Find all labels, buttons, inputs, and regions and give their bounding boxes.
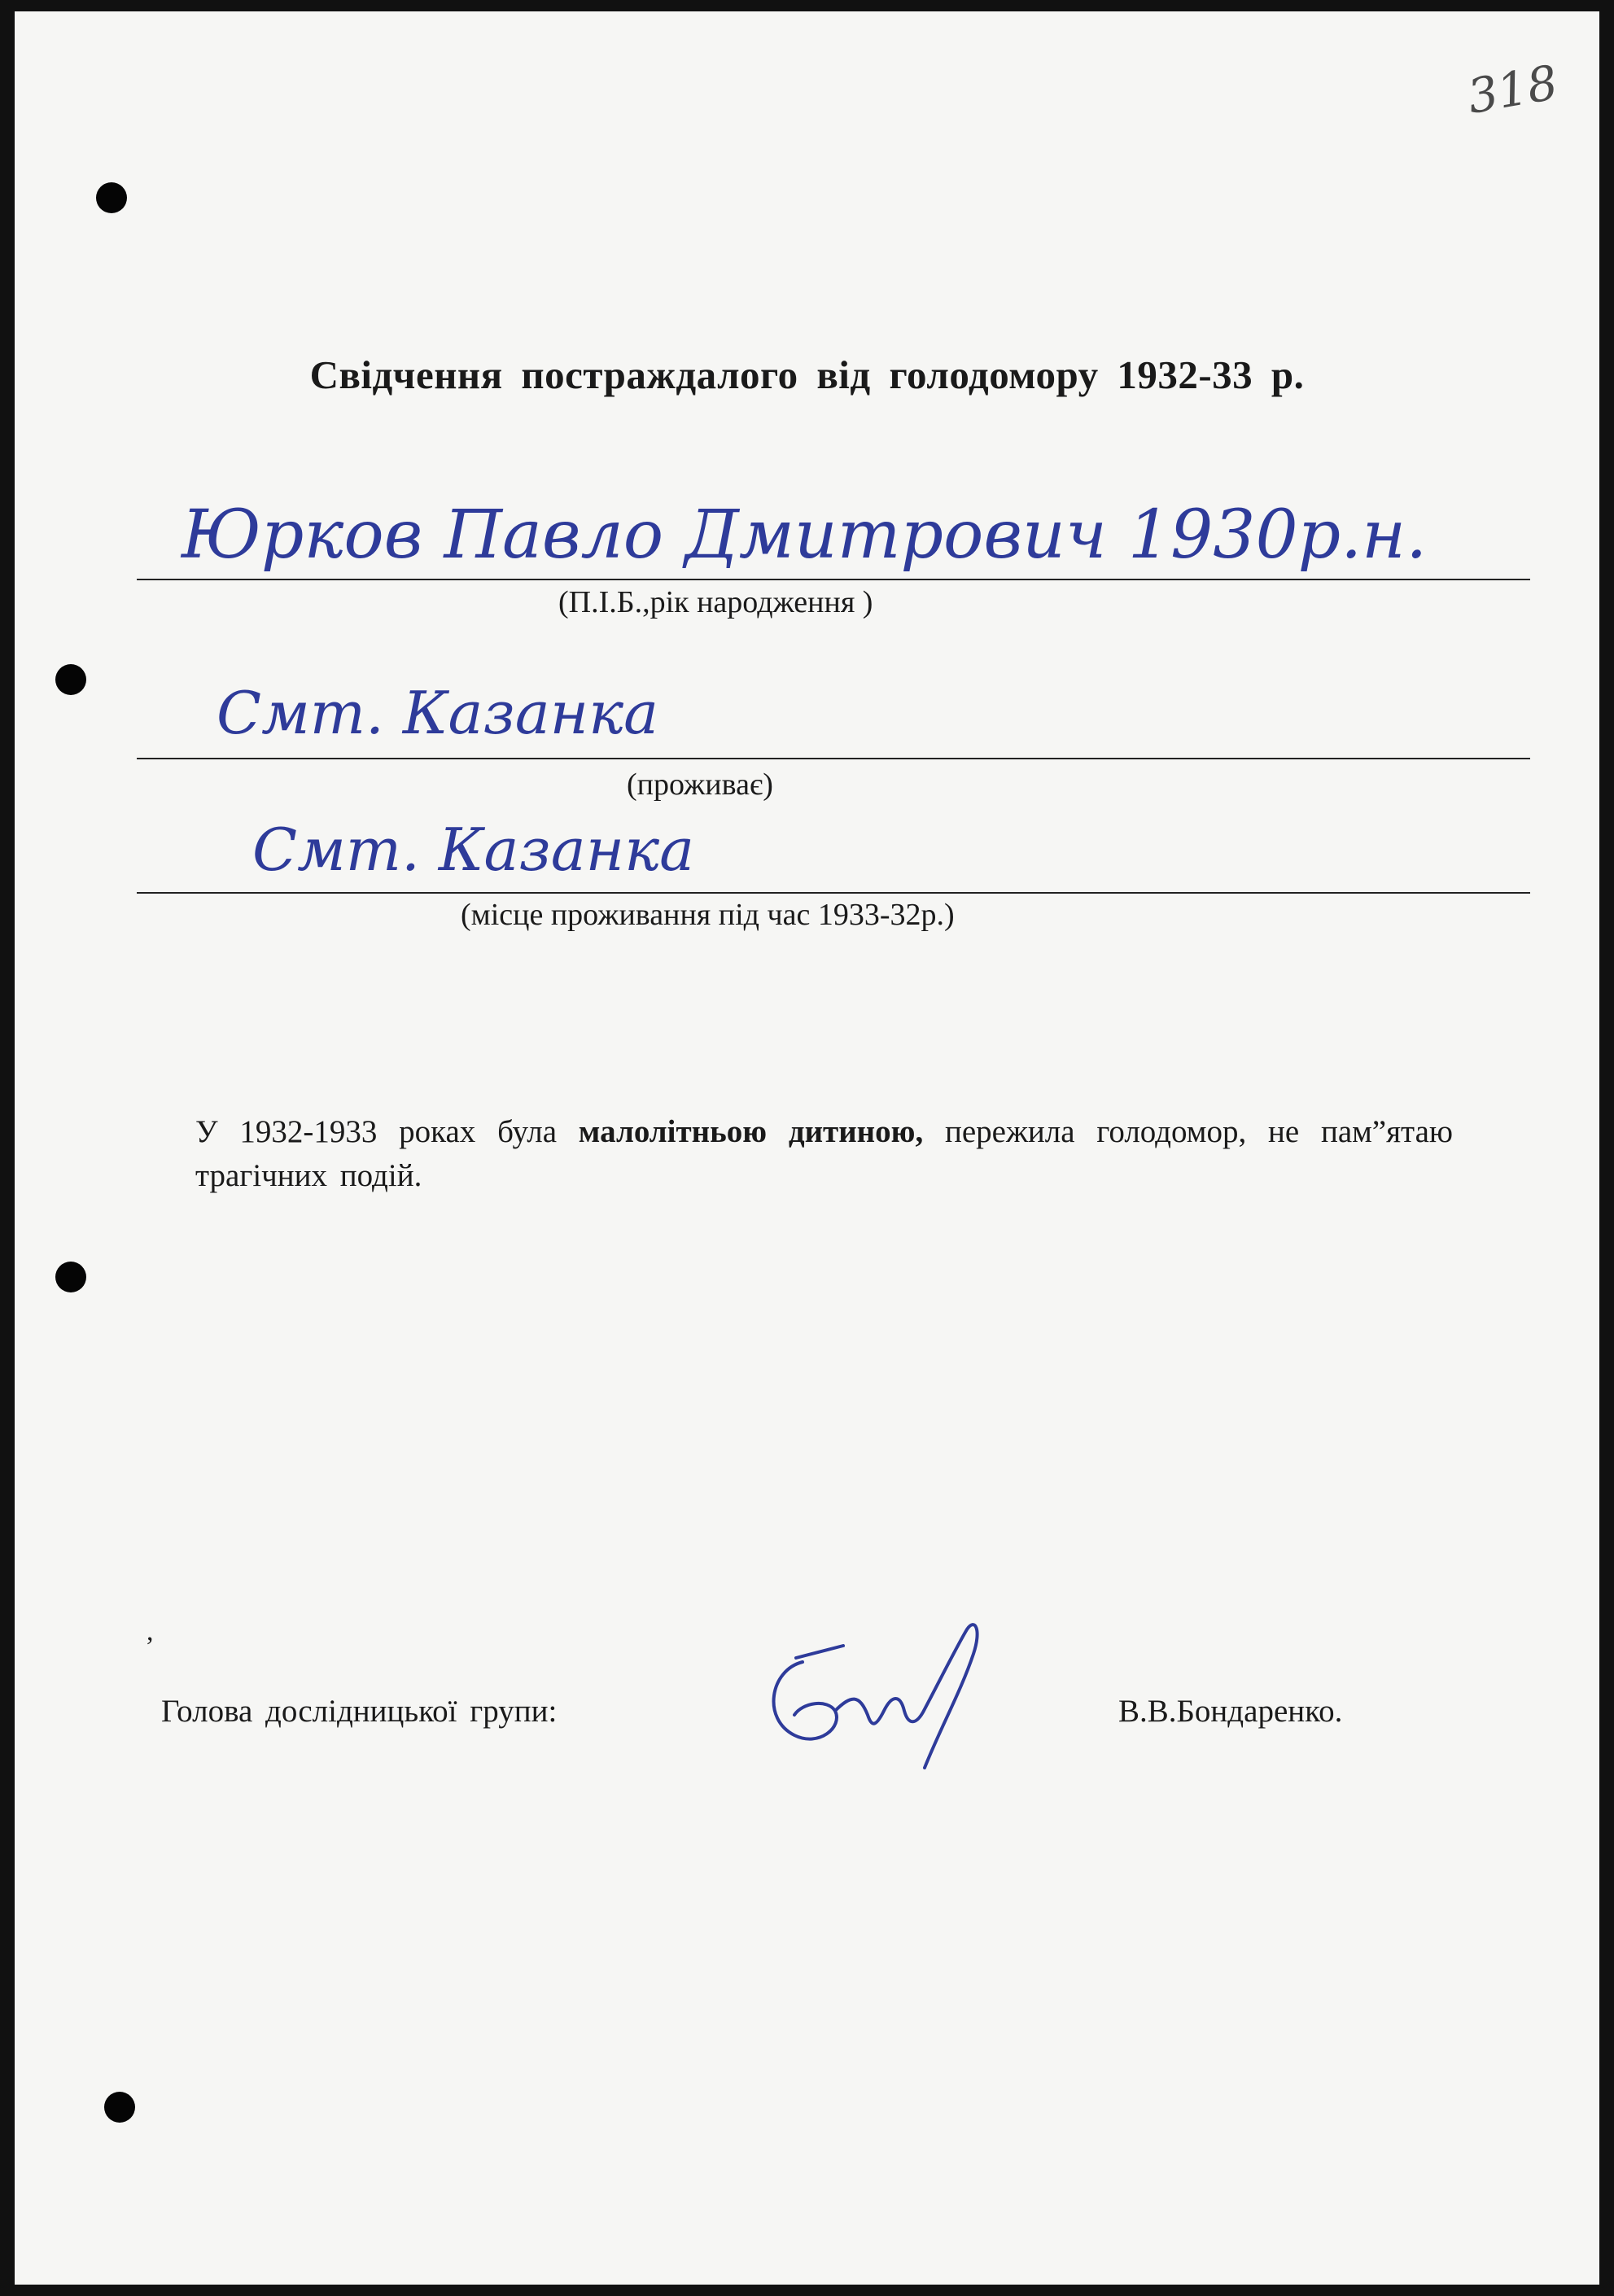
residence-caption: (проживає) <box>627 768 773 802</box>
punch-hole <box>96 182 127 213</box>
page-number: 318 <box>1463 54 1562 125</box>
signer-name: В.В.Бондаренко. <box>1118 1694 1343 1729</box>
punch-hole <box>55 664 86 695</box>
handwritten-signature <box>746 1613 1022 1776</box>
statement-paragraph <box>195 1110 1453 1198</box>
handwritten-residence-field: Смт. Казанка <box>217 679 659 747</box>
document-title: Свідчення постраждалого від голодомору 1932-33 р. <box>309 352 1305 397</box>
stray-mark: , <box>147 1616 154 1647</box>
document-page <box>15 11 1599 2285</box>
handwritten-name-field: Юрков Павло Дмитрович 1930р.н. <box>182 496 1428 574</box>
statement-text-part2: пережила голодомор, не пам”ятаю трагічних подій. <box>195 1114 1454 1193</box>
famine-residence-underline <box>137 892 1530 894</box>
handwritten-famine-residence-field: Смт. Казанка <box>252 816 695 884</box>
name-underline <box>137 579 1530 580</box>
punch-hole <box>55 1262 86 1292</box>
name-caption: (П.І.Б.,рік народження ) <box>558 585 873 619</box>
punch-hole <box>104 2092 135 2123</box>
statement-text-part1: У 1932-1933 роках була <box>195 1114 558 1149</box>
famine-residence-caption: (місце проживання під час 1933-32р.) <box>461 898 955 932</box>
signature-label: Голова дослідницької групи: <box>161 1694 558 1729</box>
statement-text-bold: малолітньою дитиною, <box>578 1114 924 1149</box>
residence-underline <box>137 758 1530 759</box>
